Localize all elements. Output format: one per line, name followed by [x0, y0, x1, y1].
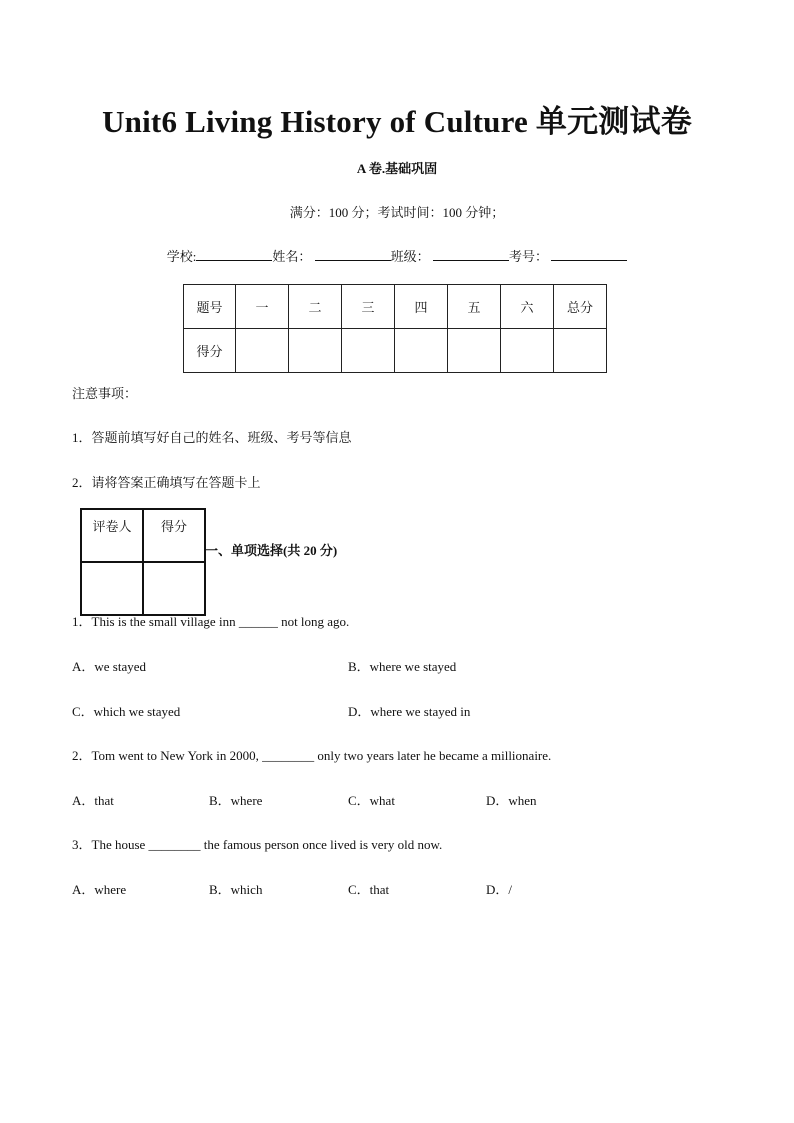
answer-option[interactable]: D．where we stayed in — [348, 704, 471, 719]
grader-table — [80, 508, 206, 616]
score-cell[interactable] — [448, 329, 501, 373]
answer-option[interactable]: C．what — [348, 793, 395, 808]
score-header-cell: 五 — [448, 285, 501, 329]
score-cell[interactable] — [501, 329, 554, 373]
answer-option[interactable]: D．when — [486, 793, 537, 808]
score-cell[interactable] — [395, 329, 448, 373]
answer-option[interactable]: B．where — [209, 793, 263, 808]
answer-option[interactable]: C．that — [348, 882, 390, 897]
score-row-label: 得分 — [184, 329, 236, 373]
answer-option[interactable]: A．we stayed — [72, 659, 147, 674]
student-info-line — [0, 246, 794, 265]
answer-option[interactable]: A．that — [72, 793, 114, 808]
score-header-cell: 三 — [342, 285, 395, 329]
score-cell[interactable] — [289, 329, 342, 373]
class-blank[interactable] — [433, 248, 509, 261]
answer-option[interactable]: D．/ — [486, 882, 513, 897]
section-title: 一、单项选择(共 20 分) — [205, 543, 338, 558]
notes-heading: 注意事项： — [72, 386, 138, 401]
class-label: 班级： — [390, 249, 430, 264]
score-header-cell: 题号 — [184, 285, 236, 329]
question-stem: 2．Tom went to New York in 2000, ________ only two years later he became a millionaire. — [72, 748, 552, 763]
name-blank[interactable] — [315, 248, 391, 261]
school-label: 学校: — [166, 249, 197, 264]
school-blank[interactable] — [196, 248, 272, 261]
score-table-score-row — [184, 329, 607, 373]
score-header-cell: 总分 — [554, 285, 607, 329]
question-stem: 1．This is the small village inn ______ not long ago. — [72, 614, 350, 629]
score-header-cell: 六 — [501, 285, 554, 329]
score-header-cell: 二 — [289, 285, 342, 329]
score-cell[interactable] — [342, 329, 395, 373]
score-header-cell: 一 — [236, 285, 289, 329]
score-table — [183, 284, 607, 373]
number-label: 考号： — [508, 249, 548, 264]
name-label: 姓名： — [272, 249, 312, 264]
grader-score-label: 得分 — [143, 509, 205, 562]
page-title: Unit6 Living History of Culture 单元测试卷 — [102, 104, 692, 139]
score-table-header-row — [184, 285, 607, 329]
grader-reviewer-label: 评卷人 — [81, 509, 143, 562]
score-cell[interactable] — [554, 329, 607, 373]
number-blank[interactable] — [551, 248, 627, 261]
grader-reviewer-cell[interactable] — [81, 562, 143, 615]
answer-option[interactable]: A．where — [72, 882, 127, 897]
note-item: 1．答题前填写好自己的姓名、班级、考号等信息 — [72, 430, 352, 445]
grader-score-cell[interactable] — [143, 562, 205, 615]
score-cell[interactable] — [236, 329, 289, 373]
note-item: 2．请将答案正确填写在答题卡上 — [72, 475, 261, 490]
paper-subtitle: A 卷.基础巩固 — [356, 161, 438, 176]
question-stem: 3．The house ________ the famous person once lived is very old now. — [72, 837, 443, 852]
answer-option[interactable]: C．which we stayed — [72, 704, 181, 719]
score-header-cell: 四 — [395, 285, 448, 329]
answer-option[interactable]: B．where we stayed — [348, 659, 457, 674]
answer-option[interactable]: B．which — [209, 882, 263, 897]
exam-meta: 满分：100 分；考试时间：100 分钟； — [289, 205, 505, 220]
